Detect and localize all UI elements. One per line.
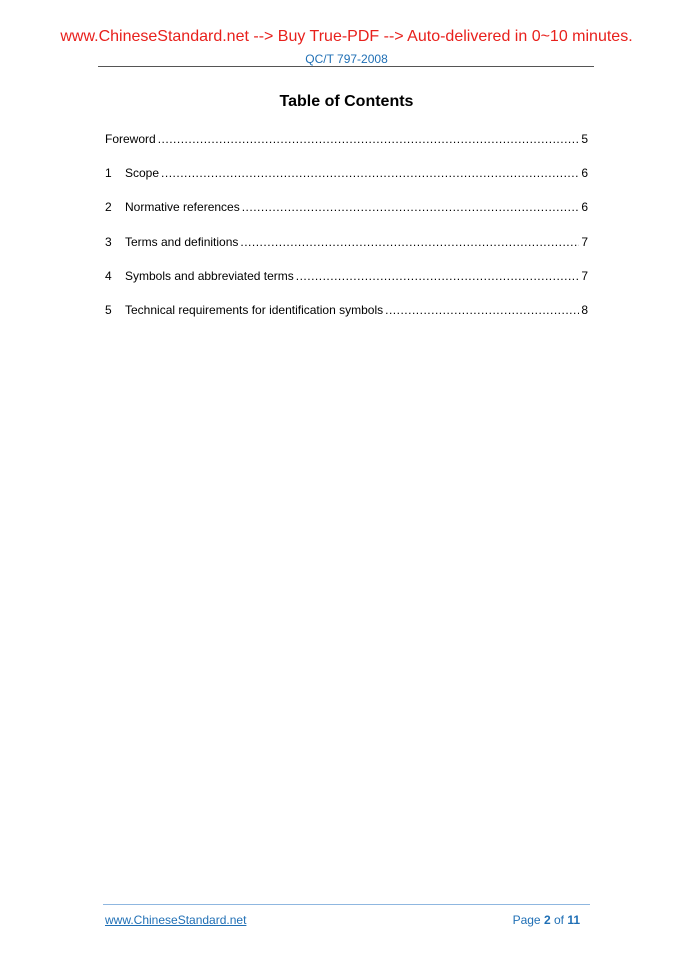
toc-entry-page: 6 [581, 166, 588, 181]
toc-entry-label: Terms and definitions [125, 234, 239, 249]
toc-entry-page: 7 [581, 234, 588, 249]
toc-title: Table of Contents [279, 93, 414, 110]
toc-entry-page: 5 [581, 132, 588, 146]
page-current: 2 [543, 913, 551, 927]
document-code: QC/T 797-2008 [305, 52, 388, 66]
page-separator: of [550, 913, 568, 927]
toc-entry-label: Scope [125, 166, 160, 181]
toc-entry-foreword[interactable] [105, 131, 588, 165]
toc-entry-page: 6 [581, 200, 588, 215]
toc-entry-label: Symbols and abbreviated terms [125, 268, 294, 283]
toc-entry-terms-and-definitions[interactable] [105, 234, 588, 268]
table-of-contents [105, 131, 588, 336]
toc-leader-dots [385, 302, 579, 318]
banner-text: www.ChineseStandard.net --> Buy True-PDF --> Auto-delivered in 0~10 minutes. [60, 28, 633, 45]
toc-entry-page: 7 [581, 268, 588, 283]
toc-entry-page: 8 [581, 302, 588, 317]
toc-entry-label: Normative references [125, 200, 240, 215]
toc-leader-dots [158, 131, 580, 147]
page-prefix: Page [512, 913, 544, 927]
toc-entry-label: Technical requirements for identification symbols [125, 302, 384, 317]
toc-leader-dots [242, 199, 580, 215]
toc-leader-dots [240, 234, 579, 250]
toc-entry-number: 2 [105, 200, 112, 215]
footer-divider [103, 904, 590, 905]
page-indicator [513, 913, 580, 927]
toc-entry-scope[interactable] [105, 165, 588, 199]
toc-entry-normative-references[interactable] [105, 199, 588, 233]
header-divider [98, 66, 594, 67]
toc-entry-number: 5 [105, 302, 112, 317]
toc-entry-number: 1 [105, 166, 112, 181]
toc-leader-dots [161, 165, 579, 181]
toc-entry-number: 3 [105, 234, 112, 249]
toc-entry-symbols-and-abbreviated-terms[interactable] [105, 268, 588, 302]
toc-entry-number: 4 [105, 268, 112, 283]
toc-leader-dots [296, 268, 580, 284]
page-total: 11 [567, 913, 580, 927]
toc-entry-label: Foreword [105, 132, 156, 146]
toc-entry-technical-requirements[interactable] [105, 302, 588, 336]
footer-website-link[interactable]: www.ChineseStandard.net [105, 913, 247, 927]
